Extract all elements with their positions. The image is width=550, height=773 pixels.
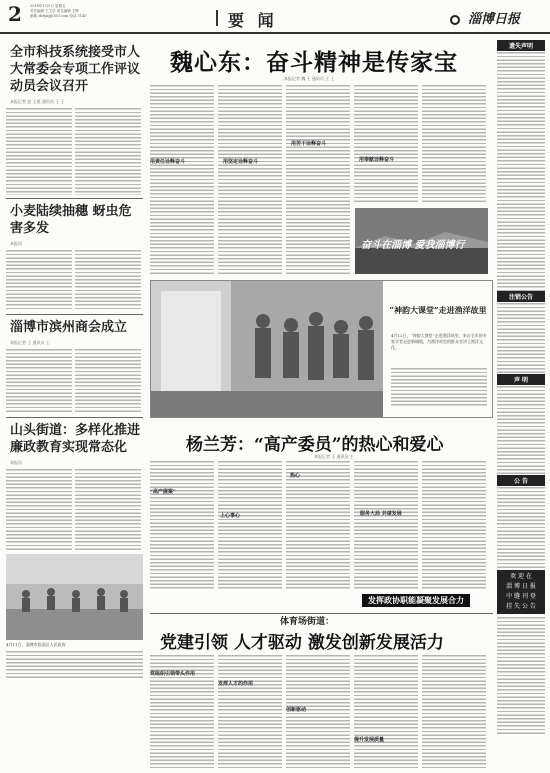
subhead: 用坚定诠释奋斗 [223, 159, 259, 165]
article-text-block [6, 468, 72, 550]
photo-banner-text: 奋斗在淄博 爱我淄博行 [361, 240, 465, 251]
notice-text-block [497, 51, 545, 291]
main-byline: 本报记者 王 通讯员 王 [314, 454, 354, 459]
main-byline: 本报记者 魏 王 通讯员 王 王 [284, 76, 335, 81]
subhead: 发挥人才的作用 [218, 681, 254, 687]
article-text-block [150, 84, 214, 274]
logo-emblem-icon [450, 15, 460, 25]
article-headline: 全市科技系统接受市人大常委会专项工作评议动员会议召开 [10, 45, 141, 94]
article-text-block [354, 654, 418, 770]
notice-text-block [497, 302, 545, 374]
notice-heading: 公 告 [497, 475, 545, 486]
article-byline: 本报记者 赵 王建 通讯员 王 王 [10, 99, 65, 104]
footer-line: 欢 迎 在 [510, 573, 532, 580]
notice-text-block [497, 486, 545, 570]
article-text-block [6, 249, 72, 311]
page-number: 2 [8, 2, 22, 26]
subhead: 党组织引领带头作用 [150, 671, 196, 677]
footer-line: 挂 失 公 告 [506, 603, 536, 610]
article-text-block [6, 107, 72, 195]
article-text-block [218, 654, 282, 770]
newspaper-logo [450, 8, 520, 27]
article-text-block [422, 84, 486, 204]
notice-footer [497, 570, 545, 614]
header-meta-line: 责任编辑 王王乐 美术编辑 王辉 [30, 9, 79, 13]
article-text-block [75, 107, 141, 195]
article-text-block [354, 460, 418, 590]
header-meta-line: 邮箱 zbdykj@163.com 电话 3140 [30, 14, 87, 18]
subhead: 上心事心 [220, 513, 241, 519]
photo-caption: 4月11日，淄博市临淄区人民政府 [6, 642, 66, 647]
mid-text-columns [150, 460, 486, 590]
article-text-block [75, 468, 141, 550]
divider [6, 417, 143, 418]
subhead: 热心 [290, 473, 301, 479]
header-meta [30, 4, 110, 19]
news-photo [6, 554, 143, 640]
divider [6, 198, 143, 199]
article-text-block [422, 654, 486, 770]
bottom-text-columns [150, 654, 486, 770]
article-text-block [218, 84, 282, 274]
caption-text-block [6, 650, 143, 680]
main-headline: 杨兰芳：“高产委员”的热心和爱心 [186, 435, 444, 455]
footer-line: 中 缝 刊 登 [506, 593, 536, 600]
subhead: 用责任诠释奋斗 [150, 159, 186, 165]
article-text-block [150, 460, 214, 590]
subhead: 创新驱动 [286, 707, 307, 713]
section-title: 要 闻 [228, 8, 278, 31]
article-headline: 淄博市滨州商会成立 [10, 320, 128, 335]
article-byline: 本报记者 王 通讯员 王 [10, 340, 50, 345]
feature-photo-graphic [151, 281, 383, 417]
subhead: 用奉献诠释奋斗 [359, 157, 395, 163]
notice-heading: 注销公告 [497, 291, 545, 302]
photo-banner [355, 208, 488, 274]
header-meta-line: 2018年1月5日 星期五 [30, 4, 66, 8]
logo-text: 淄博日报 [467, 12, 520, 27]
article-text-block [354, 84, 418, 204]
subhead: 提升发展质量 [354, 737, 385, 743]
article-text-block [286, 460, 350, 590]
notice-text-block [497, 385, 545, 475]
article-text-block [6, 348, 72, 414]
feature-caption: 4月12日，“神韵大课堂”走进渔洋故里，来自全市的专家学者走进新城镇，为渔洋故里的群众宣讲王渔洋文化。 [391, 333, 487, 350]
footer-line: 淄 博 日 报 [506, 583, 536, 590]
article-text-block [286, 84, 350, 274]
article-text-block [218, 460, 282, 590]
contact-text-block [497, 616, 545, 736]
article-byline: 本报讯 [10, 241, 22, 246]
stage-photo-graphic [6, 554, 143, 640]
feature-photo-box [150, 280, 493, 418]
banner-strip: 发挥政协职能凝聚发展合力 [362, 594, 470, 607]
divider [6, 314, 143, 315]
article-headline: 小麦陆续抽穗 蚜虫危害多发 [10, 204, 132, 236]
article-text-block [75, 348, 141, 414]
main-headline: 党建引领 人才驱动 激发创新发展活力 [160, 633, 444, 653]
left-column [6, 40, 143, 770]
subhead: 用苦干诠释奋斗 [291, 141, 327, 147]
main-headline: 魏心东：奋斗精神是传家宝 [170, 49, 458, 76]
headline-kicker: 体育场街道： [280, 617, 335, 627]
notices-column [497, 40, 545, 770]
notice-heading: 遗失声明 [497, 40, 545, 51]
caption-text-block [391, 367, 487, 407]
article-headline: 山头街道：多样化推进廉政教育实现常态化 [10, 423, 141, 455]
article-byline: 本报讯 [10, 460, 22, 465]
page-header [0, 0, 550, 34]
subhead: “高产提案” [150, 489, 176, 495]
notice-heading: 声 明 [497, 374, 545, 385]
article-text-block [75, 249, 141, 311]
article-text-block [422, 460, 486, 590]
subhead: 服务大局 共谋发展 [360, 511, 402, 517]
feature-title: “神韵大课堂”走进渔洋故里 [389, 305, 487, 315]
